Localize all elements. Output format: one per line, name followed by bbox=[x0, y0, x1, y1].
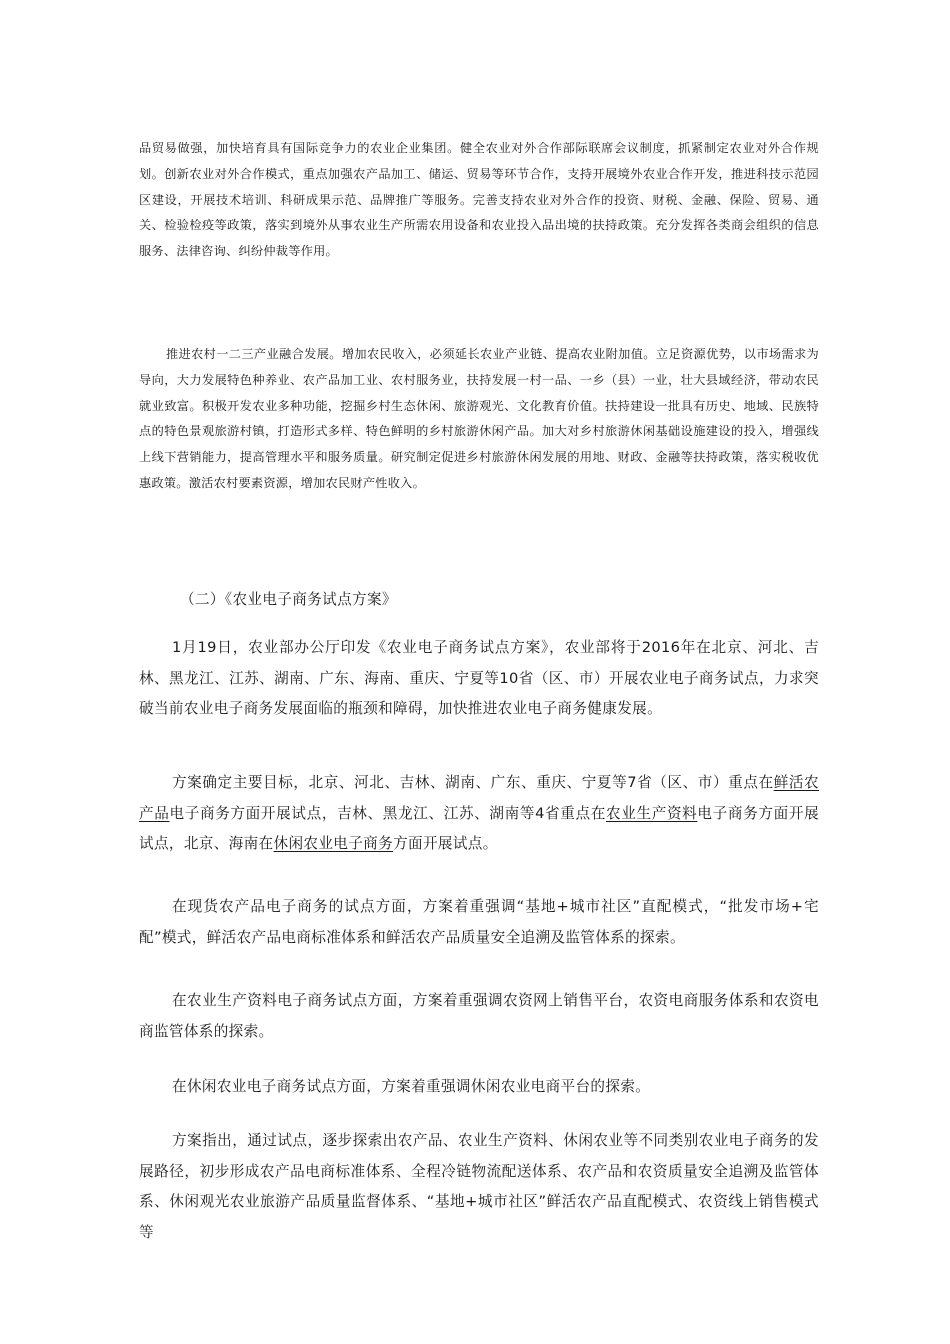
paragraph-leisure-agri-pilot: 在休闲农业电子商务试点方面，方案着重强调休闲农业电商平台的探索。 bbox=[172, 1078, 651, 1095]
paragraph-rural-industry-integration: 推进农村一二三产业融合发展。增加农民收入，必须延长农业产业链、提高农业附加值。立足资源优势，以市场需求为导向，大力发展特色种养业、农产品加工业、农村服务业，扶持发展一村一品、一乡（县）一业，壮大县域经济，带动农民就业致富。积极开发农业多种功能，挖掘乡村生态休闲、旅游观光、文化教育价值。扶持建设一批具有历史、地域、民族特点的特色景观旅游村镇，打造形式多样、特色鲜明的乡村旅游休闲产品。加大对乡村旅游休闲基础设施建设的投入，增强线上线下营销能力，提高管理水平和服务质量。研究制定促进乡村旅游休闲发展的用地、财政、金融等扶持政策，落实税收优惠政策。激活农村要素资源，增加农民财产性收入。 bbox=[139, 347, 819, 490]
paragraph-pilot-outcomes: 方案指出，通过试点，逐步探索出农产品、农业生产资料、休闲农业等不同类别农业电子商务的发展路径，初步形成农产品电商标准体系、全程冷链物流配送体系、农产品和农资质量安全追溯及监管体系、休闲观光农业旅游产品质量监督体系、“基地+城市社区”鲜活农产品直配模式、农资线上销售模式等 bbox=[139, 1132, 819, 1241]
goals-text-c: 电子商务方面开展试点，北京、海南在 bbox=[139, 804, 820, 852]
goals-text-a: 方案确定主要目标，北京、河北、吉林、湖南、广东、重庆、宁夏等7省（区、市）重点在 bbox=[172, 774, 774, 791]
paragraph-main-goals bbox=[139, 768, 819, 860]
paragraph-pilot-announcement: 1月19日，农业部办公厅印发《农业电子商务试点方案》，农业部将于2016年在北京、河北、吉林、黑龙江、江苏、湖南、广东、海南、重庆、宁夏等10省（区、市）开展农业电子商务试点，力求突破当前农业电子商务发展面临的瓶颈和障碍，加快推进农业电子商务健康发展。 bbox=[139, 639, 819, 717]
goals-text-d: 方面开展试点。 bbox=[393, 835, 498, 852]
underlined-fresh-produce: 鲜活农产品 bbox=[139, 774, 819, 822]
goals-text-b: 电子商务方面开展试点，吉林、黑龙江、江苏、湖南等4省重点在 bbox=[169, 804, 606, 822]
paragraph-spot-produce-pilot: 在现货农产品电子商务的试点方面，方案着重强调“基地+城市社区”直配模式，“批发市场+宅配”模式，鲜活农产品电商标准体系和鲜活农产品质量安全追溯及监管体系的探索。 bbox=[139, 898, 819, 946]
underlined-production-materials: 农业生产资料 bbox=[606, 804, 698, 822]
paragraph-agri-foreign-cooperation: 品贸易做强，加快培育具有国际竞争力的农业企业集团。健全农业对外合作部际联席会议制度，抓紧制定农业对外合作规划。创新农业对外合作模式，重点加强农产品加工、储运、贸易等环节合作，支持开展境外农业合作开发，推进科技示范园区建设，开展技术培训、科研成果示范、品牌推广等服务。完善支持农业对外合作的投资、财税、金融、保险、贸易、通关、检验检疫等政策，落实到境外从事农业生产所需农用设备和农业投入品出境的扶持政策。充分发挥各类商会组织的信息服务、法律咨询、纠纷仲裁等作用。 bbox=[139, 141, 819, 259]
paragraph-production-materials-pilot: 在农业生产资料电子商务试点方面，方案着重强调农资网上销售平台，农资电商服务体系和农资电商监管体系的探索。 bbox=[139, 992, 819, 1040]
underlined-leisure-agri-ecommerce: 休闲农业电子商务 bbox=[273, 835, 394, 852]
section-heading-ecommerce-pilot: （二）《农业电子商务试点方案》 bbox=[180, 591, 397, 608]
